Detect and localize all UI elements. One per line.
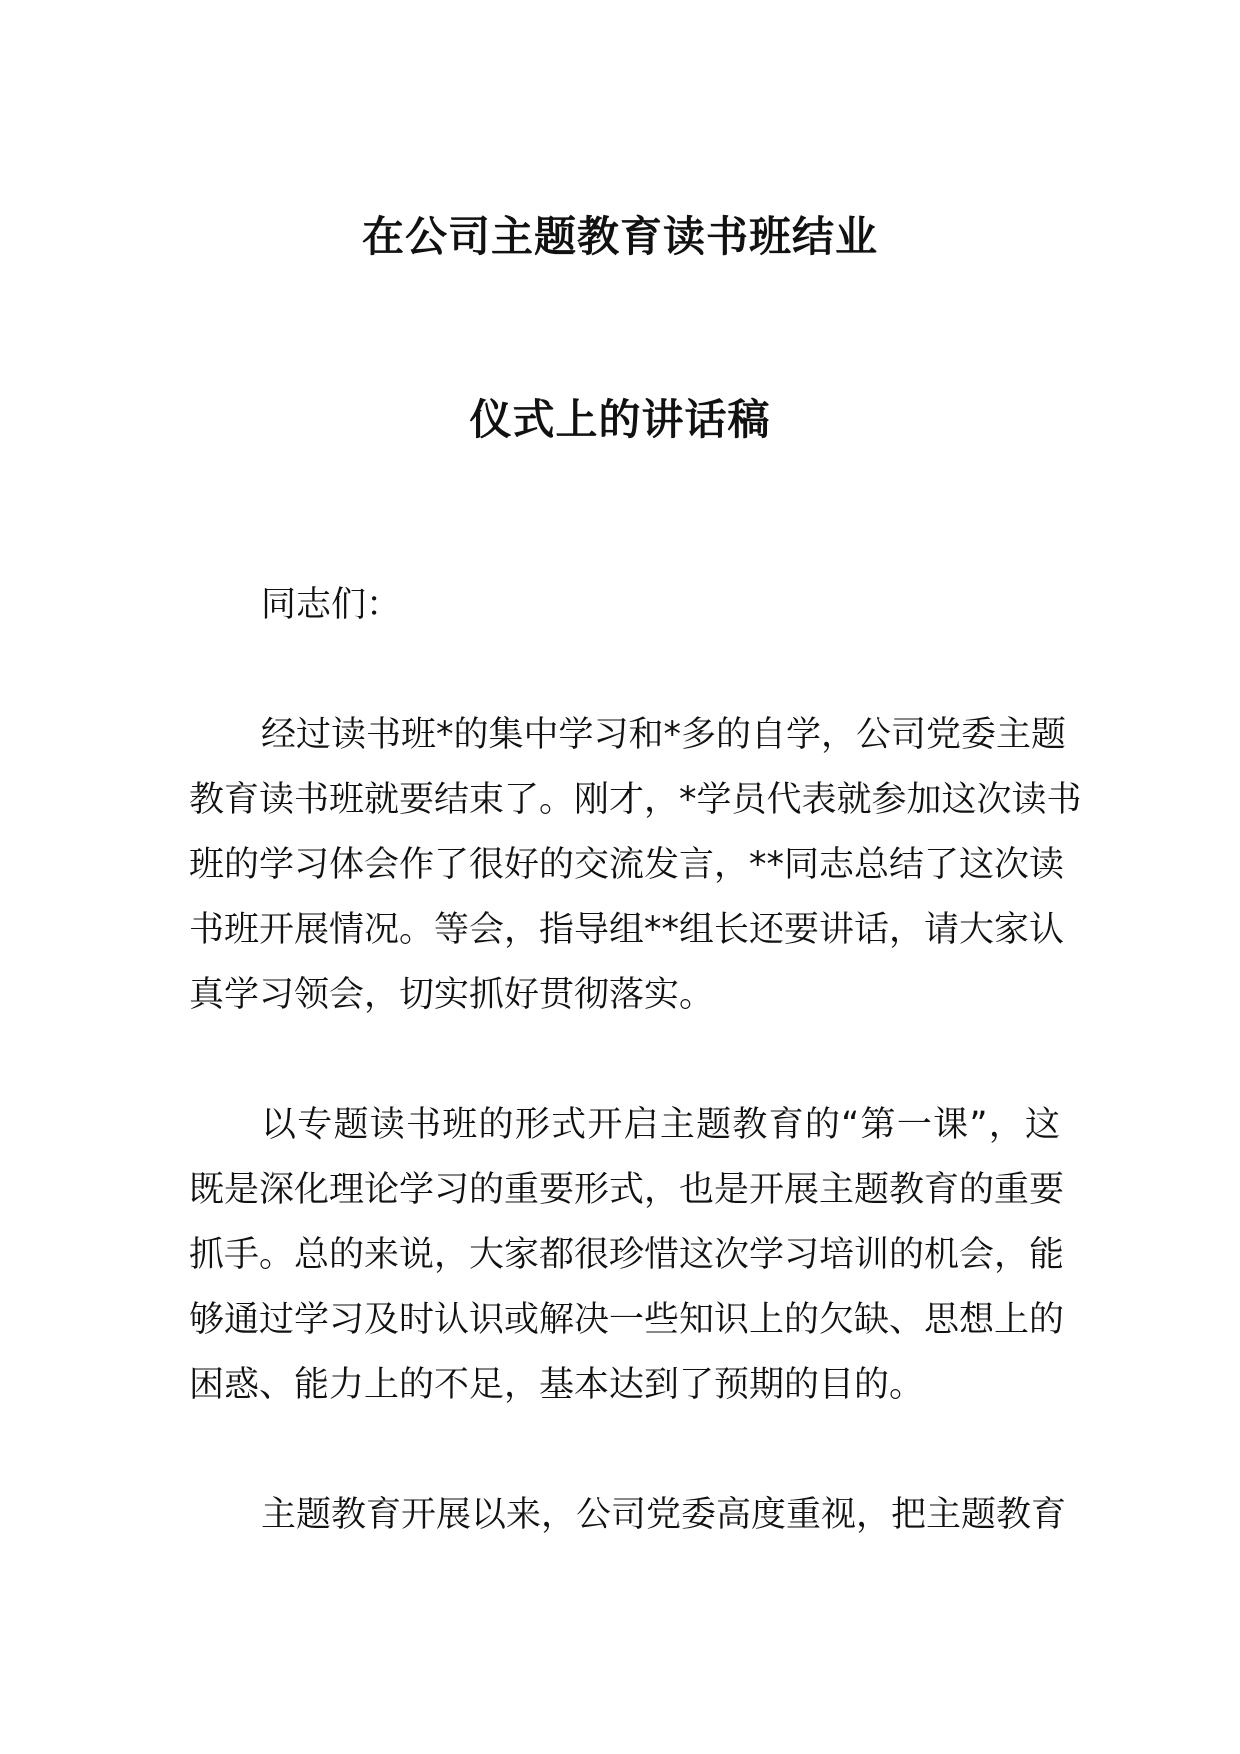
paragraph-line: 经过读书班*的集中学习和*多的自学，公司党委主题 [261,715,1067,755]
paragraph-line: 班的学习体会作了很好的交流发言，**同志总结了这次读 [189,845,1065,885]
paragraph-spacer [189,1028,1060,1093]
salutation: 同志们： [261,585,402,625]
paragraph-line: 既是深化理论学习的重要形式，也是开展主题教育的重要 [189,1170,1065,1210]
paragraph-3 [189,1483,1067,1548]
paragraph-1 [189,703,1082,1028]
paragraph-line: 以专题读书班的形式开启主题教育的“第一课”，这 [261,1105,1060,1145]
paragraph-line: 教育读书班就要结束了。刚才，*学员代表就参加这次读书 [189,780,1082,820]
paragraph-line: 抓手。总的来说，大家都很珍惜这次学习培训的机会，能 [189,1235,1065,1275]
paragraph-line: 够通过学习及时认识或解决一些知识上的欠缺、思想上的 [189,1300,1065,1340]
document-title-line-2: 仪式上的讲话稿 [469,395,771,444]
document-body [189,573,1082,1548]
paragraph-line: 书班开展情况。等会，指导组**组长还要讲话，请大家认 [189,910,1065,950]
paragraph-spacer [189,638,1060,703]
paragraph-line: 主题教育开展以来，公司党委高度重视，把主题教育 [261,1495,1067,1535]
paragraph-2 [189,1093,1065,1418]
document-title-line-1: 在公司主题教育读书班结业 [361,212,878,261]
paragraph-spacer [189,1418,1060,1483]
paragraph-line: 真学习领会，切实抓好贯彻落实。 [189,975,715,1015]
paragraph-line: 困惑、能力上的不足，基本达到了预期的目的。 [189,1365,925,1405]
